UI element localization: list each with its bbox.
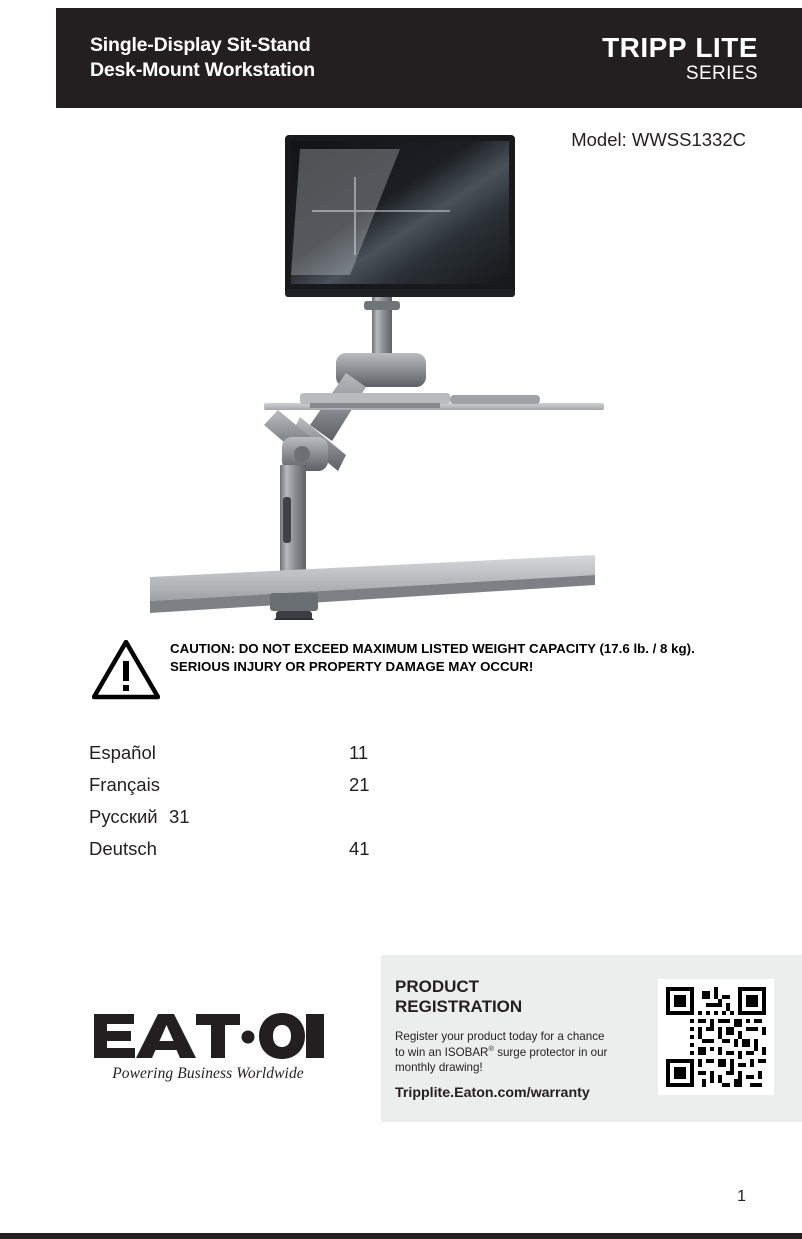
warning-triangle-icon (92, 640, 160, 705)
page-header (56, 8, 802, 108)
toc-language-label: Español (89, 742, 156, 763)
registration-text-column (395, 977, 645, 1122)
product-registration-panel (381, 955, 802, 1122)
caution-block (92, 632, 742, 705)
page-number: 1 (737, 1188, 746, 1205)
list-item[interactable] (89, 774, 509, 806)
brand-word-lite: LITE (695, 31, 758, 63)
list-item[interactable] (89, 806, 509, 838)
product-photo (150, 125, 660, 620)
list-item[interactable] (89, 838, 509, 870)
product-photo-illustration (150, 125, 660, 620)
brand-wordmark (602, 31, 758, 63)
language-toc (89, 742, 509, 870)
toc-page-number: 41 (349, 838, 370, 859)
registration-title (395, 977, 545, 1018)
qr-code-container[interactable] (658, 979, 774, 1095)
registration-title-line-1: PRODUCT (395, 977, 480, 996)
registration-url-link[interactable]: Tripplite.Eaton.com/warranty (395, 1084, 590, 1101)
page-title (56, 33, 315, 84)
caution-text: CAUTION: DO NOT EXCEED MAXIMUM LISTED WEIGHT CAPACITY (17.6 lb. / 8 kg). SERIOUS INJURY OR PROPERTY DAMAGE MAY OCCUR! (170, 641, 695, 674)
qr-code-icon (666, 987, 766, 1087)
footer-rule (0, 1233, 802, 1239)
page-title-line-2: Desk-Mount Workstation (90, 59, 315, 81)
brand-word-tripp: TRIPP (602, 31, 688, 63)
eaton-tagline: Powering Business Worldwide (112, 1065, 304, 1082)
brand-logo (602, 31, 802, 84)
toc-page-number: 31 (169, 806, 190, 827)
registration-body-text: Register your product today for a chance to win an ISOBAR® surge protector in our monthly drawing! (395, 1029, 608, 1075)
toc-language-label: Deutsch (89, 838, 157, 859)
toc-language-label: Русский (89, 806, 158, 827)
eaton-wordmark-icon (92, 1010, 324, 1062)
list-item[interactable] (89, 742, 509, 774)
registration-title-line-2: REGISTRATION (395, 997, 523, 1017)
brand-series-label: SERIES (685, 62, 758, 84)
left-margin (0, 0, 56, 1239)
toc-page-number: 11 (349, 742, 369, 763)
toc-language-label: Français (89, 774, 160, 795)
eaton-logo (92, 1010, 324, 1083)
toc-page-number: 21 (349, 774, 370, 795)
model-number: Model: WWSS1332C (571, 129, 746, 150)
page-title-line-1: Single-Display Sit-Stand (90, 33, 311, 56)
